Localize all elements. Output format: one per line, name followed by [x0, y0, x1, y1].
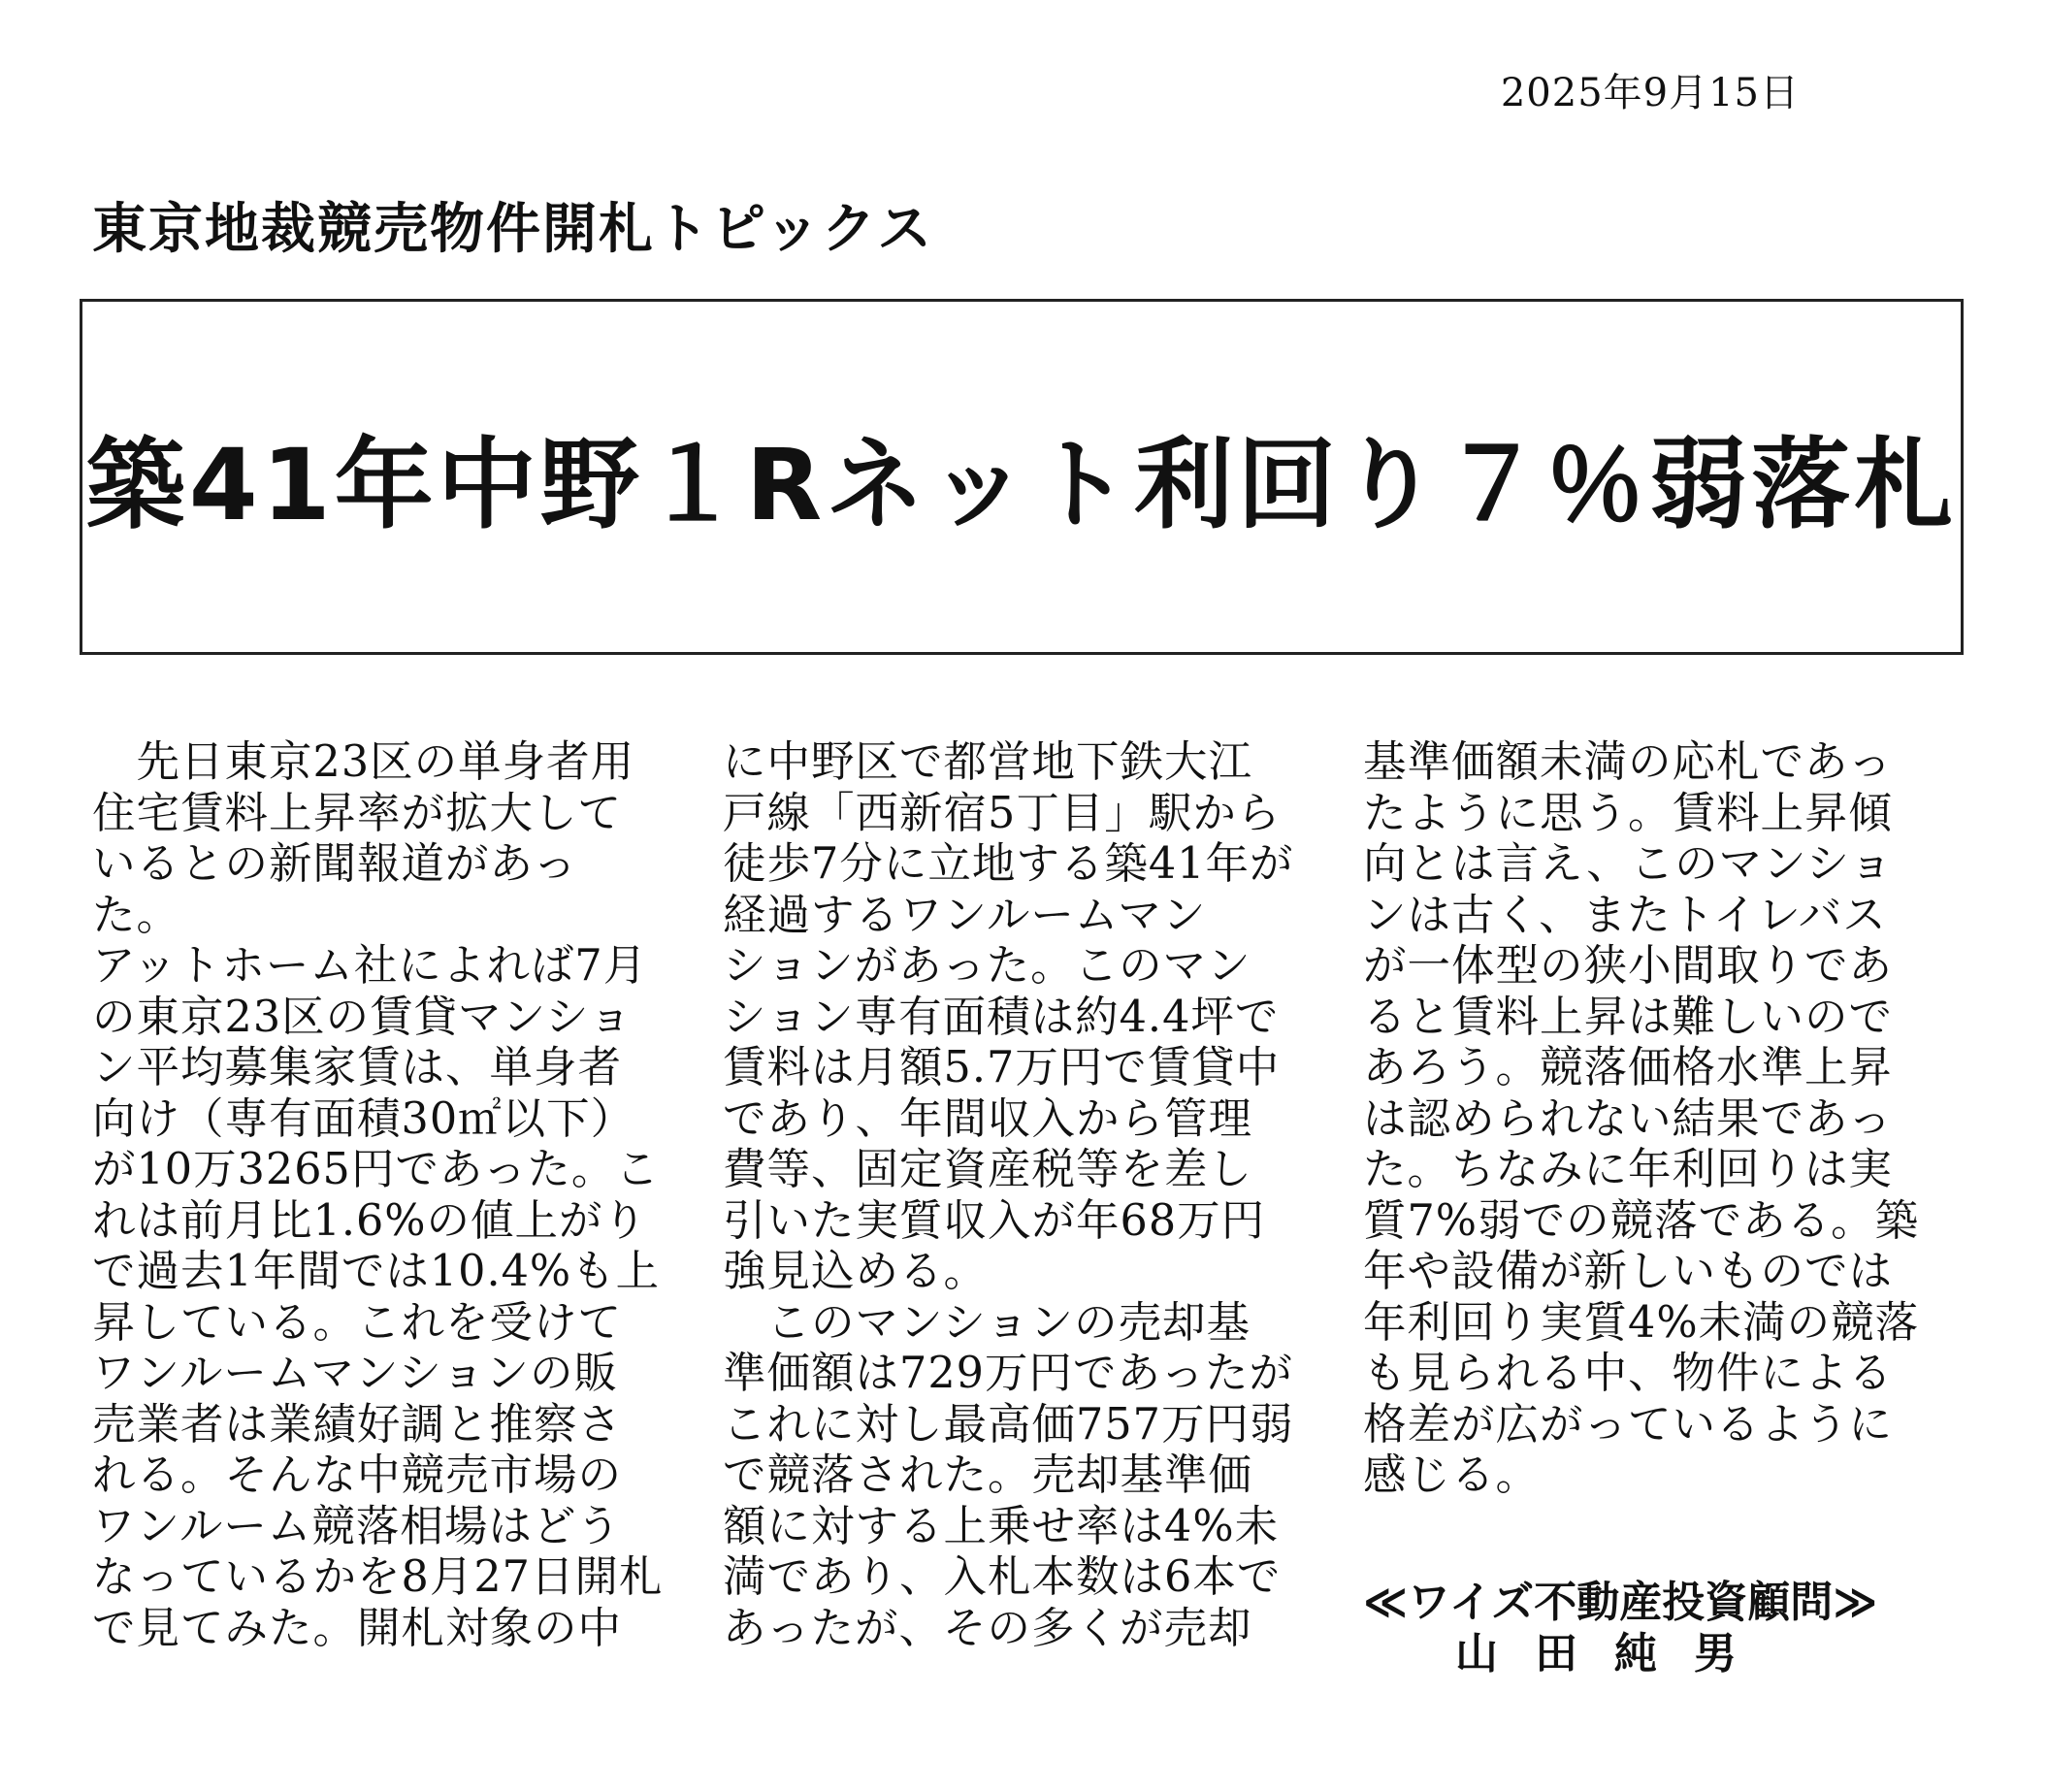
body-line: 格差が広がっているように — [1363, 1399, 1894, 1450]
body-line: 引いた実質収入が年68万円 — [723, 1195, 1266, 1246]
body-line: 向け（専有面積30㎡以下） — [92, 1093, 635, 1144]
body-line: 経過するワンルームマン — [723, 890, 1207, 940]
body-line: ンは古く、またトイレバス — [1363, 890, 1887, 940]
body-line: も見られる中、物件による — [1363, 1349, 1894, 1398]
body-line: ワンルーム競落相場はどう — [92, 1501, 621, 1551]
body-line: いるとの新聞報道があっ — [92, 839, 578, 889]
headline-box — [80, 299, 1964, 655]
body-line: れは前月比1.6%の値上がり — [92, 1195, 648, 1246]
body-line: 賃料は月額5.7万円で賃貸中 — [723, 1043, 1281, 1092]
body-line: の東京23区の賃貸マンショ — [92, 992, 634, 1042]
body-line: た。ちなみに年利回りは実 — [1363, 1145, 1894, 1194]
body-line: 住宅賃料上昇率が拡大して — [92, 788, 623, 838]
body-line: あったが、その多くが売却 — [723, 1603, 1252, 1653]
body-line: で競落された。売却基準価 — [723, 1450, 1253, 1500]
body-line: ると賃料上昇は難しいので — [1363, 992, 1894, 1042]
body-line: ン平均募集家賃は、単身者 — [92, 1043, 623, 1092]
article-date: 2025年9月15日 — [1500, 71, 1800, 115]
body-line: 年利回り実質4%未満の競落 — [1363, 1297, 1920, 1348]
body-line: た。 — [92, 890, 181, 940]
body-line: アットホーム社によれば7月 — [92, 941, 648, 991]
body-line: であり、年間収入から管理 — [723, 1093, 1253, 1144]
body-line: 年や設備が新しいものでは — [1363, 1247, 1894, 1296]
section-title: 東京地裁競売物件開札トピックス — [92, 198, 934, 261]
byline-author-name: 山田純男 — [1455, 1629, 1773, 1678]
body-line: このマンションの売却基 — [723, 1297, 1251, 1348]
body-line: これに対し最高価757万円弱 — [723, 1399, 1294, 1450]
body-line: ションがあった。このマン — [723, 941, 1251, 991]
body-line: 額に対する上乗せ率は4%未 — [723, 1501, 1280, 1551]
body-line: ワンルームマンションの販 — [92, 1349, 618, 1398]
body-line: 満であり、入札本数は6本で — [723, 1552, 1282, 1602]
body-line: 売業者は業績好調と推察さ — [92, 1399, 623, 1450]
body-line: が一体型の狭小間取りであ — [1363, 941, 1894, 991]
body-line: 感じる。 — [1363, 1450, 1541, 1500]
body-line: は認められない結果であっ — [1363, 1093, 1893, 1144]
headline: 築41年中野１Rネット利回り７％弱落札 — [85, 427, 1958, 543]
byline-organization: ≪ワイズ不動産投資顧問≫ — [1363, 1578, 1878, 1627]
body-line: たように思う。賃料上昇傾 — [1363, 788, 1894, 838]
body-column-3 — [1363, 737, 1945, 1502]
body-line: 先日東京23区の単身者用 — [92, 737, 635, 787]
body-line: 戸線「西新宿5丁目」駅から — [723, 788, 1282, 838]
body-line: 徒歩7分に立地する築41年が — [723, 839, 1294, 889]
body-line: 費等、固定資産税等を差し — [723, 1145, 1253, 1194]
body-line: 強見込める。 — [723, 1247, 989, 1296]
body-line: 昇している。これを受けて — [92, 1297, 623, 1348]
body-line: で過去1年間では10.4%も上 — [92, 1247, 661, 1296]
body-column-1 — [92, 737, 674, 1654]
body-line: が10万3265円であった。こ — [92, 1145, 660, 1194]
body-line: で見てみた。開札対象の中 — [92, 1603, 623, 1653]
body-line: なっているかを8月27日開札 — [92, 1552, 664, 1602]
body-line: 準価額は729万円であったが — [723, 1349, 1293, 1398]
body-line: に中野区で都営地下鉄大江 — [723, 737, 1253, 787]
body-line: 基準価額未満の応札であっ — [1363, 737, 1893, 787]
body-line: ション専有面積は約4.4坪で — [723, 992, 1280, 1042]
body-line: 向とは言え、このマンショ — [1363, 839, 1894, 889]
body-line: れる。そんな中競売市場の — [92, 1450, 623, 1500]
body-line: あろう。競落価格水準上昇 — [1363, 1043, 1894, 1092]
body-line: 質7%弱での競落である。築 — [1363, 1195, 1920, 1246]
body-column-2 — [723, 737, 1305, 1654]
